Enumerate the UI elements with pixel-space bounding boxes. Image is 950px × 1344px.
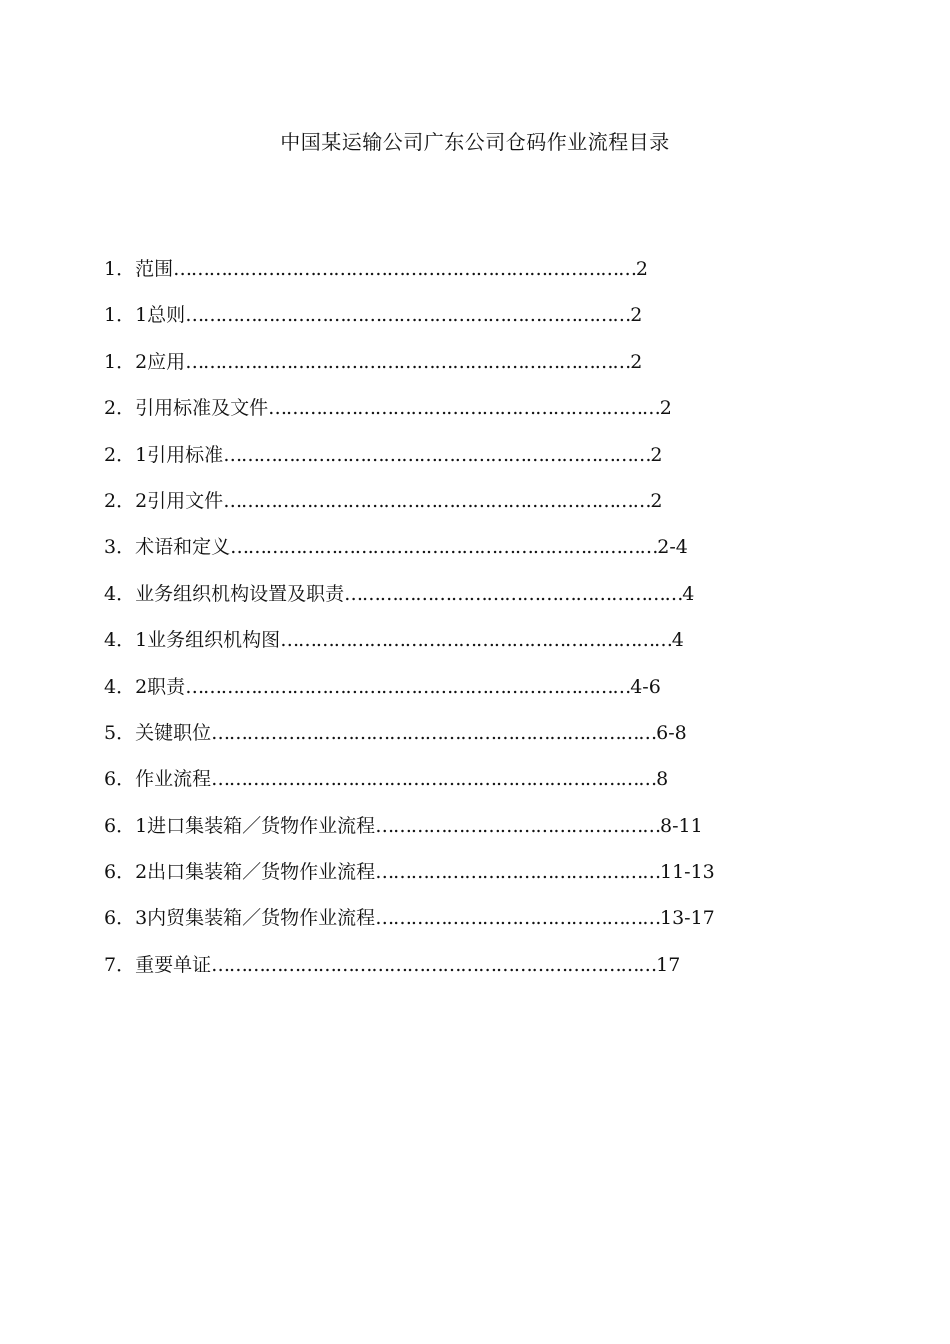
toc-entry <box>104 394 864 440</box>
toc-entry <box>104 812 864 858</box>
toc-entry-page: 2 <box>635 258 648 280</box>
toc-entry-page: 8 <box>656 768 669 791</box>
toc-entry-label: 6．1进口集装箱／货物作业流程 <box>104 814 376 837</box>
toc-entry-page: 8-11 <box>660 814 703 837</box>
toc-entry-label: 6．3内贸集装箱／货物作业流程 <box>104 907 376 930</box>
toc-entry-label: 7．重要单证 <box>104 953 212 976</box>
toc-entry <box>104 765 864 811</box>
toc-entry <box>104 348 864 394</box>
toc-entry-page: 2-4 <box>657 536 688 559</box>
toc-entry-leader: ………………………………………… <box>375 861 660 884</box>
toc-entry <box>104 719 864 765</box>
toc-entry-label: 2．引用标准及文件 <box>104 397 269 420</box>
toc-entry-label: 2．2引用文件 <box>104 489 224 512</box>
toc-entry-leader: ………………………………………… <box>375 907 660 930</box>
page-title: 中国某运输公司广东公司仓码作业流程目录 <box>280 130 670 154</box>
toc-entry-leader: ………………………………………………………………… <box>211 953 657 976</box>
toc-entry-leader: ………………………………………… <box>375 814 660 837</box>
toc-entry-page: 17 <box>656 953 681 976</box>
toc-entry-page: 4 <box>671 629 684 652</box>
table-of-contents <box>104 255 864 997</box>
toc-entry-label: 6．2出口集装箱／货物作业流程 <box>104 861 376 884</box>
toc-entry-page: 6-8 <box>656 721 687 744</box>
toc-entry-page: 4-6 <box>630 675 661 698</box>
toc-entry-leader: ………………………………………………………… <box>268 397 660 420</box>
toc-entry-label: 1．2应用 <box>104 350 186 373</box>
toc-entry <box>104 580 864 626</box>
toc-entry-page: 2 <box>650 443 663 466</box>
toc-entry <box>104 301 864 347</box>
toc-entry-leader: ………………………………………………………………… <box>211 721 657 744</box>
toc-entry-leader: …………………………………………………………………… <box>173 258 636 280</box>
toc-entry-label: 1．1总则 <box>104 304 186 327</box>
toc-entry-leader: ………………………………………………………………… <box>185 675 631 698</box>
toc-entry-leader: ……………………………………………………………… <box>223 443 651 466</box>
toc-entry-label: 4．2职责 <box>104 675 186 698</box>
toc-entry-page: 11-13 <box>660 861 715 884</box>
toc-entry-page: 4 <box>682 582 695 605</box>
toc-entry-leader: ……………………………………………………………… <box>223 489 651 512</box>
toc-entry-leader: ……………………………………………………………… <box>230 536 658 559</box>
toc-entry-leader: ………………………………………………… <box>344 582 683 605</box>
toc-entry <box>104 626 864 672</box>
toc-entry-leader: ………………………………………………………………… <box>211 768 657 791</box>
toc-entry <box>104 858 864 904</box>
toc-entry <box>104 487 864 533</box>
toc-entry-label: 6．作业流程 <box>104 768 212 791</box>
toc-entry-label: 1．范围 <box>104 258 174 280</box>
toc-entry <box>104 255 864 301</box>
toc-entry <box>104 904 864 950</box>
toc-entry-leader: ………………………………………………………… <box>280 629 672 652</box>
toc-entry-label: 4．业务组织机构设置及职责 <box>104 582 345 605</box>
toc-entry <box>104 441 864 487</box>
toc-entry-page: 13-17 <box>660 907 715 930</box>
toc-entry-label: 2．1引用标准 <box>104 443 224 466</box>
toc-entry <box>104 533 864 579</box>
toc-entry-leader: ………………………………………………………………… <box>185 350 631 373</box>
toc-entry-label: 5．关键职位 <box>104 721 212 744</box>
toc-entry-page: 2 <box>630 304 643 327</box>
toc-entry <box>104 951 864 997</box>
toc-entry-page: 2 <box>650 489 663 512</box>
toc-entry-page: 2 <box>659 397 672 420</box>
toc-entry-label: 3．术语和定义 <box>104 536 231 559</box>
toc-entry-leader: ………………………………………………………………… <box>185 304 631 327</box>
toc-entry-label: 4．1业务组织机构图 <box>104 629 281 652</box>
toc-entry-page: 2 <box>630 350 643 373</box>
toc-entry <box>104 673 864 719</box>
